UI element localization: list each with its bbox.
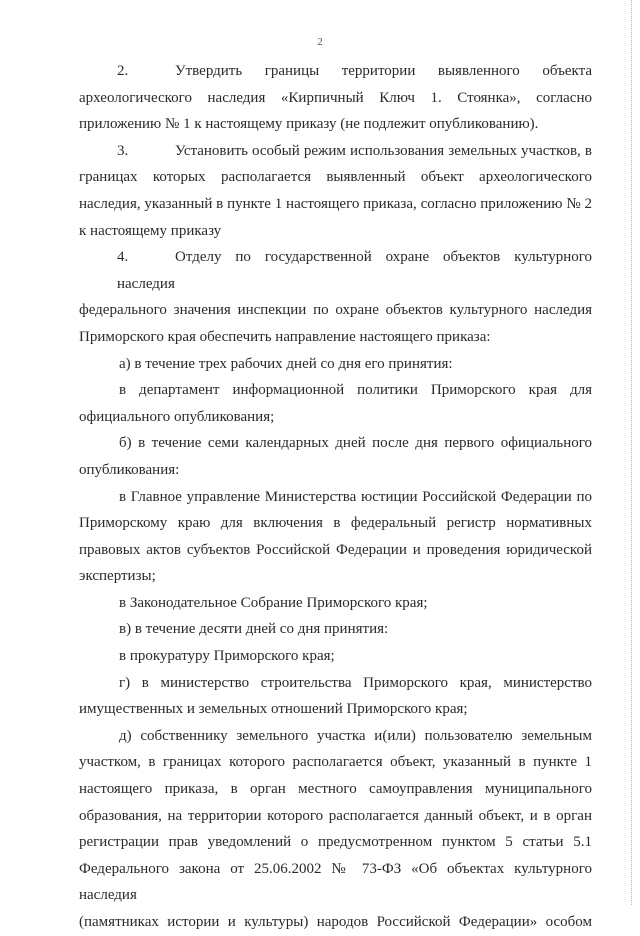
recipient-legislative-assembly (79, 590, 592, 617)
text-line: экспертизы; (79, 568, 156, 585)
text-line: опубликования: (79, 461, 180, 478)
text-line: границах которых располагается выявленный объект археологического (79, 169, 592, 186)
page-number: 2 (317, 36, 323, 48)
text-line: в Главное управление Министерства юстиции Российской Федерации по (119, 488, 592, 505)
text-line: в прокуратуру Приморского края; (119, 648, 335, 665)
text-line: правовых актов субъектов Российской Федерации и проведения юридической (79, 541, 592, 558)
text-line: 2. Утвердить границы территории выявленного объекта (79, 58, 592, 85)
text-line: участком, в границах которого располагается объект, указанный в пункте 1 (79, 754, 592, 771)
text-line: Приморскому краю для включения в федеральный регистр нормативных (79, 515, 592, 532)
text-line: д) собственнику земельного участка и(или) пользователю земельным (119, 727, 592, 744)
paragraph-item-4 (79, 244, 592, 350)
paragraph-item-3 (79, 138, 592, 244)
subitem-d (79, 723, 592, 936)
paragraph-item-2 (79, 58, 592, 138)
text-line: Федерального закона от 25.06.2002 № 73-ФЗ «Об объектах культурного наследия (79, 860, 592, 904)
paragraph-number: 3. (117, 142, 129, 159)
text-line: в Законодательное Собрание Приморского края; (119, 594, 428, 611)
text-line: 4. Отделу по государственной охране объектов культурного наследия (79, 244, 592, 297)
text-line: приложению № 1 к настоящему приказу (не подлежит опубликованию). (79, 116, 539, 133)
subitem-v (79, 616, 592, 643)
text-line: регистрации прав уведомлений о предусмотренном пунктом 5 статьи 5.1 (79, 834, 592, 851)
subitem-b (79, 430, 592, 483)
text-line: федерального значения инспекции по охране объектов культурного наследия (79, 302, 592, 319)
text-line: наследия, указанный в пункте 1 настоящего приказа, согласно приложению № 2 (79, 195, 592, 212)
recipient-prosecutor (79, 643, 592, 670)
text-line: археологического наследия «Кирпичный Ключ 1. Стоянка», согласно (79, 89, 592, 106)
text-line: настоящего приказа, в орган местного самоуправления муниципального (79, 781, 592, 798)
text-line: образования, на территории которого располагается данный объект, и в орган (79, 807, 592, 824)
text-line: к настоящему приказу (79, 222, 222, 239)
text-line: имущественных и земельных отношений Приморского края; (79, 701, 468, 718)
text-line: Приморского края обеспечить направление настоящего приказа: (79, 328, 491, 345)
paragraph-number: 2. (117, 63, 129, 79)
text-line: (памятниках истории и культуры) народов Российской Федерации» особом (79, 914, 592, 930)
text-line: б) в течение семи календарных дней после дня первого официального (119, 435, 592, 452)
document-body (79, 58, 592, 936)
scan-edge-border (631, 0, 632, 905)
text-line: в) в течение десяти дней со дня принятия: (119, 621, 389, 638)
subitem-a (79, 351, 592, 378)
recipient-department (79, 377, 592, 430)
paragraph-number: 4. (117, 249, 129, 266)
text-line: официального опубликования; (79, 408, 275, 425)
subitem-g (79, 670, 592, 723)
text-line: в департамент информационной политики Приморского края для (119, 382, 592, 399)
text-line: а) в течение трех рабочих дней со дня его принятия: (119, 355, 453, 372)
text-line: 3. Установить особый режим использования земельных участков, в (79, 138, 592, 165)
text-line: г) в министерство строительства Приморского края, министерство (119, 674, 592, 691)
recipient-ministry-justice (79, 484, 592, 590)
